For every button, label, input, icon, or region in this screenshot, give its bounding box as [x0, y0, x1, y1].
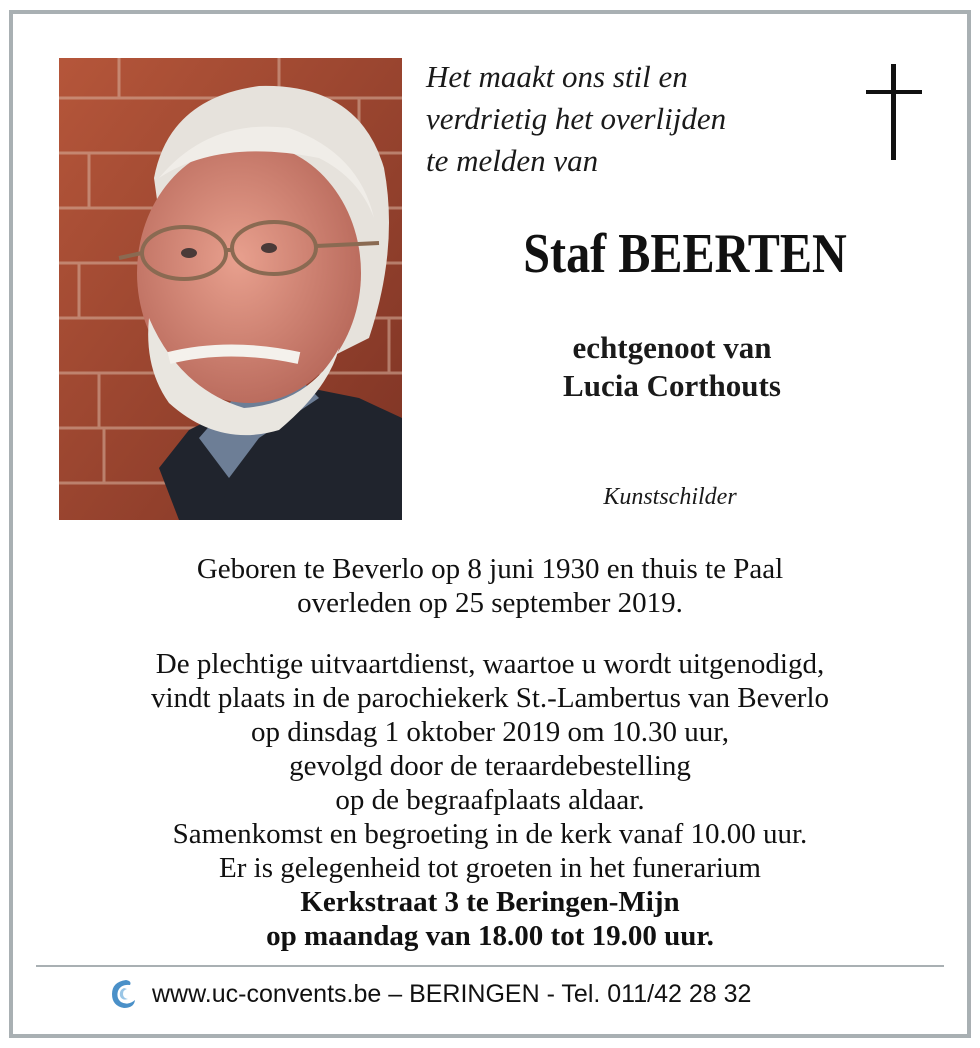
spouse-label: echtgenoot van — [572, 330, 772, 365]
birth-death-line: overleden op 25 september 2019. — [297, 587, 683, 619]
birth-death-text — [30, 552, 950, 620]
funeral-service-text — [30, 647, 950, 953]
intro-line: te melden van — [426, 143, 599, 178]
portrait-photo — [59, 58, 402, 520]
funerarium-address: Kerkstraat 3 te Beringen-Mijn — [300, 886, 680, 918]
footer-divider — [36, 965, 944, 967]
spouse-name: Lucia Corthouts — [563, 368, 781, 403]
intro-line: verdrietig het overlijden — [426, 101, 727, 136]
service-line: gevolgd door de teraardebestelling — [289, 750, 691, 782]
birth-death-line: Geboren te Beverlo op 8 juni 1930 en thuis te Paal — [196, 553, 784, 585]
footer — [108, 974, 908, 1014]
service-line: vindt plaats in de parochiekerk St.-Lambertus van Beverlo — [150, 682, 830, 714]
service-line: Er is gelegenheid tot groeten in het funerarium — [219, 852, 761, 884]
uc-conventen-logo-icon — [108, 976, 138, 1012]
intro-text — [426, 56, 846, 182]
footer-contact: www.uc-convents.be – BERINGEN - Tel. 011/42 28 32 — [152, 979, 752, 1008]
deceased-name: Staf BEERTEN — [523, 223, 847, 285]
intro-line: Het maakt ons stil en — [426, 59, 688, 94]
service-line: Samenkomst en begroeting in de kerk vanaf 10.00 uur. — [172, 818, 808, 850]
service-line: op de begraafplaats aldaar. — [335, 784, 645, 816]
latin-cross-icon — [866, 64, 922, 160]
occupation: Kunstschilder — [603, 484, 737, 510]
visiting-hours: op maandag van 18.00 tot 19.00 uur. — [266, 920, 714, 952]
service-line: De plechtige uitvaartdienst, waartoe u wordt uitgenodigd, — [155, 648, 825, 680]
service-line: op dinsdag 1 oktober 2019 om 10.30 uur, — [250, 716, 730, 748]
